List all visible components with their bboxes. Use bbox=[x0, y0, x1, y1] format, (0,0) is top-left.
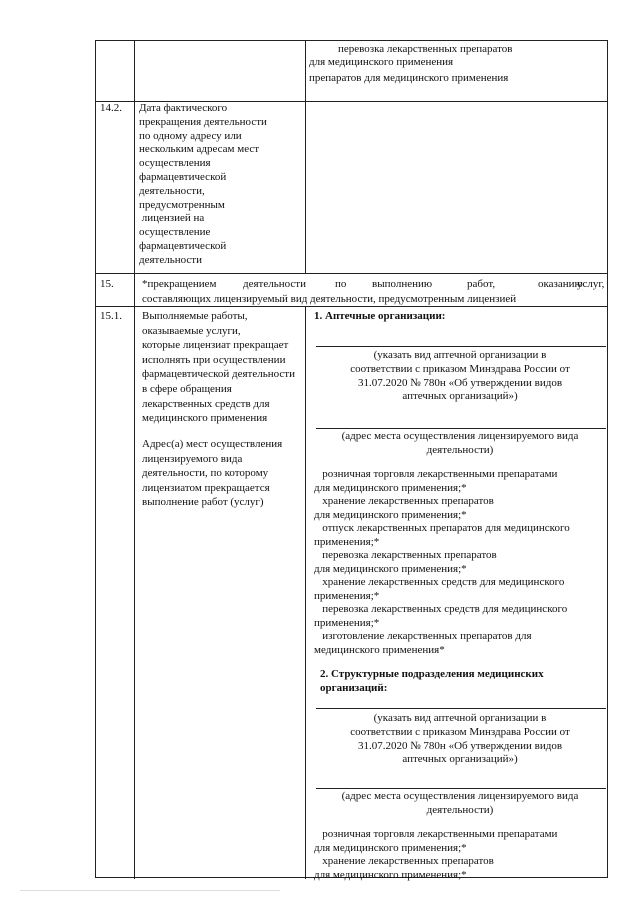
text-line: для медицинского применения;* bbox=[314, 562, 467, 575]
row-divider bbox=[96, 273, 607, 274]
text-line: нескольким адресам мест bbox=[139, 143, 260, 156]
row-number: 14.2. bbox=[100, 102, 122, 114]
text-line: 31.07.2020 № 780н «Об утверждении видов bbox=[357, 376, 563, 389]
text-line: деятельности, bbox=[139, 184, 205, 197]
text-line: для медицинского применения;* bbox=[314, 868, 467, 881]
text-line: лицензиатом прекращается bbox=[142, 481, 270, 494]
fill-line-address bbox=[316, 428, 606, 429]
text-line: деятельности) bbox=[426, 443, 494, 456]
text-line: деятельности, по которому bbox=[142, 467, 269, 480]
text-line: перевозка лекарственных средств для медицинского bbox=[314, 603, 568, 615]
text-line: прекращения деятельности bbox=[139, 115, 267, 128]
row-15-line-2: составляющих лицензируемый вид деятельности, предусмотренным лицензией bbox=[142, 293, 517, 305]
text-word: выполнению bbox=[372, 278, 433, 290]
text-line: изготовление лекарственных препаратов для bbox=[314, 630, 532, 642]
text-line: аптечных организаций») bbox=[402, 390, 518, 403]
text-word: деятельности bbox=[243, 278, 306, 290]
text-line: для медицинского применения;* bbox=[314, 841, 467, 854]
text-line: медицинского применения bbox=[142, 412, 268, 425]
scan-artifact bbox=[20, 890, 280, 891]
text-line: фармацевтической bbox=[139, 240, 227, 252]
row-number: 15.1. bbox=[100, 310, 122, 322]
text-line: хранение лекарственных препаратов bbox=[314, 495, 494, 507]
text-line: (указать вид аптечной организации в bbox=[373, 349, 547, 361]
text-line: деятельности) bbox=[426, 803, 494, 816]
text-line: осуществление bbox=[139, 226, 211, 239]
text-line: выполнение работ (услуг) bbox=[142, 496, 264, 509]
text-line: хранение лекарственных средств для медицинского bbox=[314, 576, 565, 588]
text-line: фармацевтической bbox=[139, 171, 227, 183]
fill-line-address bbox=[316, 788, 606, 789]
text-line: соответствии с приказом Минздрава России от bbox=[350, 725, 570, 738]
text-line: для медицинского применения;* bbox=[314, 481, 467, 494]
text-line: перевозка лекарственных препаратов bbox=[314, 549, 497, 561]
text-word: оказанию bbox=[538, 278, 583, 290]
row-divider bbox=[96, 306, 607, 307]
text-line: лекарственных средств для bbox=[142, 397, 270, 410]
text-word: по bbox=[335, 278, 347, 290]
section-heading-line: 2. Структурные подразделения медицинских bbox=[320, 668, 544, 680]
text-line: розничная торговля лекарственными препаратами bbox=[314, 468, 558, 480]
text-line: применения;* bbox=[314, 589, 380, 602]
text-line: Дата фактического bbox=[139, 102, 228, 114]
text-line: Адрес(а) мест осуществления bbox=[142, 438, 283, 450]
text-line: оказываемые услуги, bbox=[142, 324, 241, 337]
text-line: для медицинского применения;* bbox=[314, 508, 467, 521]
text-word: услуг, bbox=[577, 278, 605, 290]
text-line: фармацевтической деятельности bbox=[142, 368, 295, 381]
row-number: 15. bbox=[100, 278, 114, 290]
fill-line-org-type bbox=[316, 346, 606, 347]
text-word: *прекращением bbox=[142, 278, 217, 290]
text-line: лицензируемого вида bbox=[142, 452, 243, 465]
text-line: (адрес места осуществления лицензируемого вида bbox=[341, 790, 579, 802]
text-line: для медицинского применения bbox=[309, 56, 454, 68]
text-line: которые лицензиат прекращает bbox=[142, 339, 289, 352]
section-heading-line: организаций: bbox=[320, 682, 388, 694]
text-line: по одному адресу или bbox=[139, 129, 242, 142]
text-line: предусмотренным bbox=[139, 198, 225, 211]
text-line: препаратов для медицинского применения bbox=[309, 72, 509, 84]
text-line: применения;* bbox=[314, 535, 380, 548]
text-line: исполнять при осуществлении bbox=[142, 353, 286, 366]
text-line: медицинского применения* bbox=[314, 643, 445, 656]
text-line: соответствии с приказом Минздрава России от bbox=[350, 362, 570, 375]
text-line: хранение лекарственных препаратов bbox=[314, 855, 494, 867]
text-line: осуществления bbox=[139, 157, 211, 170]
text-line: отпуск лекарственных препаратов для медицинского bbox=[314, 522, 570, 534]
text-line: деятельности bbox=[139, 253, 202, 266]
text-line: в сфере обращения bbox=[142, 383, 232, 395]
text-line: аптечных организаций») bbox=[402, 753, 518, 766]
text-line: применения;* bbox=[314, 616, 380, 629]
text-line: лицензией на bbox=[139, 212, 205, 225]
text-line: розничная торговля лекарственными препаратами bbox=[314, 828, 558, 840]
text-line: (указать вид аптечной организации в bbox=[373, 712, 547, 724]
text-line: 31.07.2020 № 780н «Об утверждении видов bbox=[357, 739, 563, 752]
text-line: Выполняемые работы, bbox=[142, 310, 248, 322]
text-line: перевозка лекарственных препаратов bbox=[338, 43, 513, 55]
fill-line-org-type bbox=[316, 708, 606, 709]
text-line: (адрес места осуществления лицензируемого вида bbox=[341, 430, 579, 442]
text-word: работ, bbox=[467, 278, 496, 290]
column-divider bbox=[305, 306, 306, 879]
column-divider bbox=[305, 41, 306, 273]
section-1-heading: 1. Аптечные организации: bbox=[314, 310, 446, 322]
column-divider bbox=[134, 41, 135, 879]
